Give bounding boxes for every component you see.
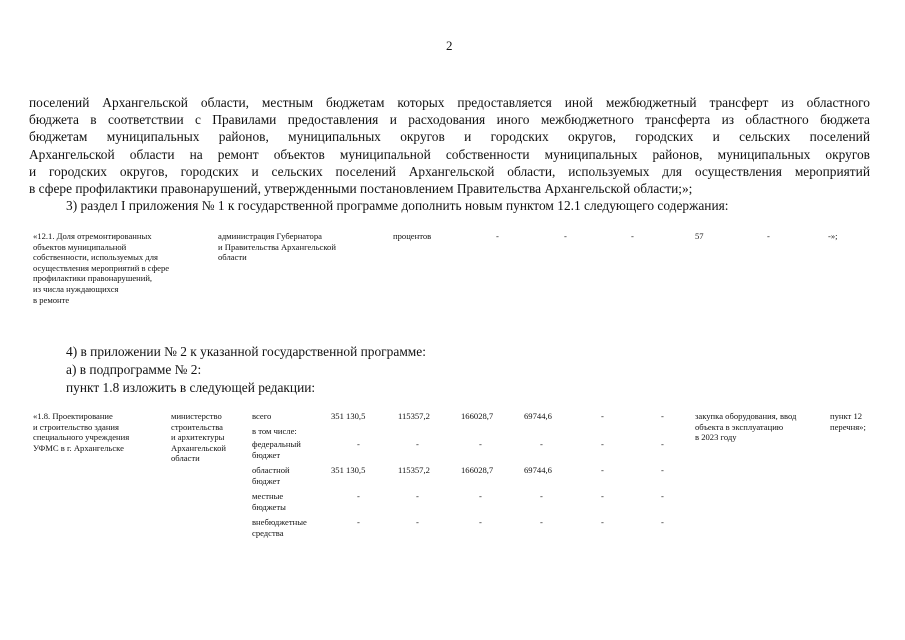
funding-value: - — [661, 517, 664, 527]
funding-value: - — [601, 439, 604, 449]
body-line: 3) раздел I приложения № 1 к государственной программе дополнить новым пунктом 12.1 следующего содержания: — [66, 198, 729, 214]
body-line: и городских округов, городских и сельских поселений Архангельской области, используемых для осуществления мероприятий — [29, 163, 870, 179]
funding-value: - — [601, 517, 604, 527]
funding-value: - — [661, 411, 664, 421]
funding-value: - — [601, 491, 604, 501]
funding-value: - — [416, 439, 419, 449]
amend-line: а) в подпрограмме № 2: — [66, 362, 202, 377]
funding-value: 115357,2 — [398, 465, 430, 475]
body-line: Архангельской области на ремонт объектов муниципальной собственности муниципальных районов, муниципальных округов — [29, 146, 870, 162]
funding-total: 351 130,5 — [331, 411, 366, 421]
funding-value: - — [601, 411, 604, 421]
funding-label: всего — [252, 411, 272, 421]
funding-value: - — [416, 491, 419, 501]
funding-value: - — [661, 465, 664, 475]
funding-value: - — [661, 439, 664, 449]
funding-label: в том числе: — [252, 426, 297, 436]
indicator-value: - — [496, 231, 499, 241]
funding-value: - — [540, 517, 543, 527]
funding-value: - — [479, 491, 482, 501]
activity-result: закупка оборудования, ввод объекта в эксплуатацию в 2023 году — [695, 411, 797, 443]
funding-total: 351 130,5 — [331, 465, 366, 475]
funding-label: внебюджетные средства — [252, 517, 307, 538]
funding-value: 69744,6 — [524, 465, 552, 475]
funding-value: - — [661, 491, 664, 501]
funding-value: - — [416, 517, 419, 527]
indicator-value: - — [767, 231, 770, 241]
indicator-value: -»; — [828, 231, 838, 241]
activity-executor: министерство строительства и архитектуры Архангельской области — [171, 411, 226, 464]
funding-label: областной бюджет — [252, 465, 290, 486]
indicator-value: 57 — [695, 231, 704, 241]
indicator-responsible: администрация Губернатора и Правительства Архангельской области — [218, 231, 336, 263]
activity-link: пункт 12 перечня»; — [830, 411, 866, 432]
funding-value: - — [601, 465, 604, 475]
activity-name: «1.8. Проектирование и строительство здания специального учреждения УФМС в г. Архангельске — [33, 411, 130, 453]
funding-value: 69744,6 — [524, 411, 552, 421]
body-line: бюджета в соответствии с Правилами предоставления и расходования иного межбюджетного трансферта из областного бюджета — [29, 112, 870, 128]
funding-label: федеральный бюджет — [252, 439, 301, 460]
page-number: 2 — [446, 38, 453, 53]
amend-line: пункт 1.8 изложить в следующей редакции: — [66, 380, 316, 395]
body-line: бюджетам муниципальных районов, муниципальных округов и городских округов, городских и сельских поселений — [29, 129, 870, 145]
body-paragraph — [29, 94, 870, 214]
funding-value: 166028,7 — [461, 465, 494, 475]
funding-value: - — [479, 439, 482, 449]
funding-total: - — [357, 517, 360, 527]
funding-total: - — [357, 439, 360, 449]
funding-value: 166028,7 — [461, 411, 494, 421]
indicator-unit: процентов — [393, 231, 432, 241]
funding-total: - — [357, 491, 360, 501]
body-line: поселений Архангельской области, местным бюджетам которых предоставляется иной межбюджетный трансферт из областного — [29, 95, 870, 110]
funding-value: 115357,2 — [398, 411, 430, 421]
funding-value: - — [540, 491, 543, 501]
funding-value: - — [540, 439, 543, 449]
indicator-name: «12.1. Доля отремонтированных объектов муниципальной собственности, используемых для осуществления мероприятий в сфере профилактики правонарушений, из числа нуждающихся в ремонте — [33, 231, 170, 305]
funding-value: - — [479, 517, 482, 527]
amend-line: 4) в приложении № 2 к указанной государственной программе: — [66, 344, 426, 359]
indicator-value: - — [564, 231, 567, 241]
indicator-value: - — [631, 231, 634, 241]
body-line: в сфере профилактики правонарушений, утвержденными постановлением Правительства Архангельской области;»; — [29, 181, 693, 197]
funding-label: местные бюджеты — [252, 491, 286, 512]
